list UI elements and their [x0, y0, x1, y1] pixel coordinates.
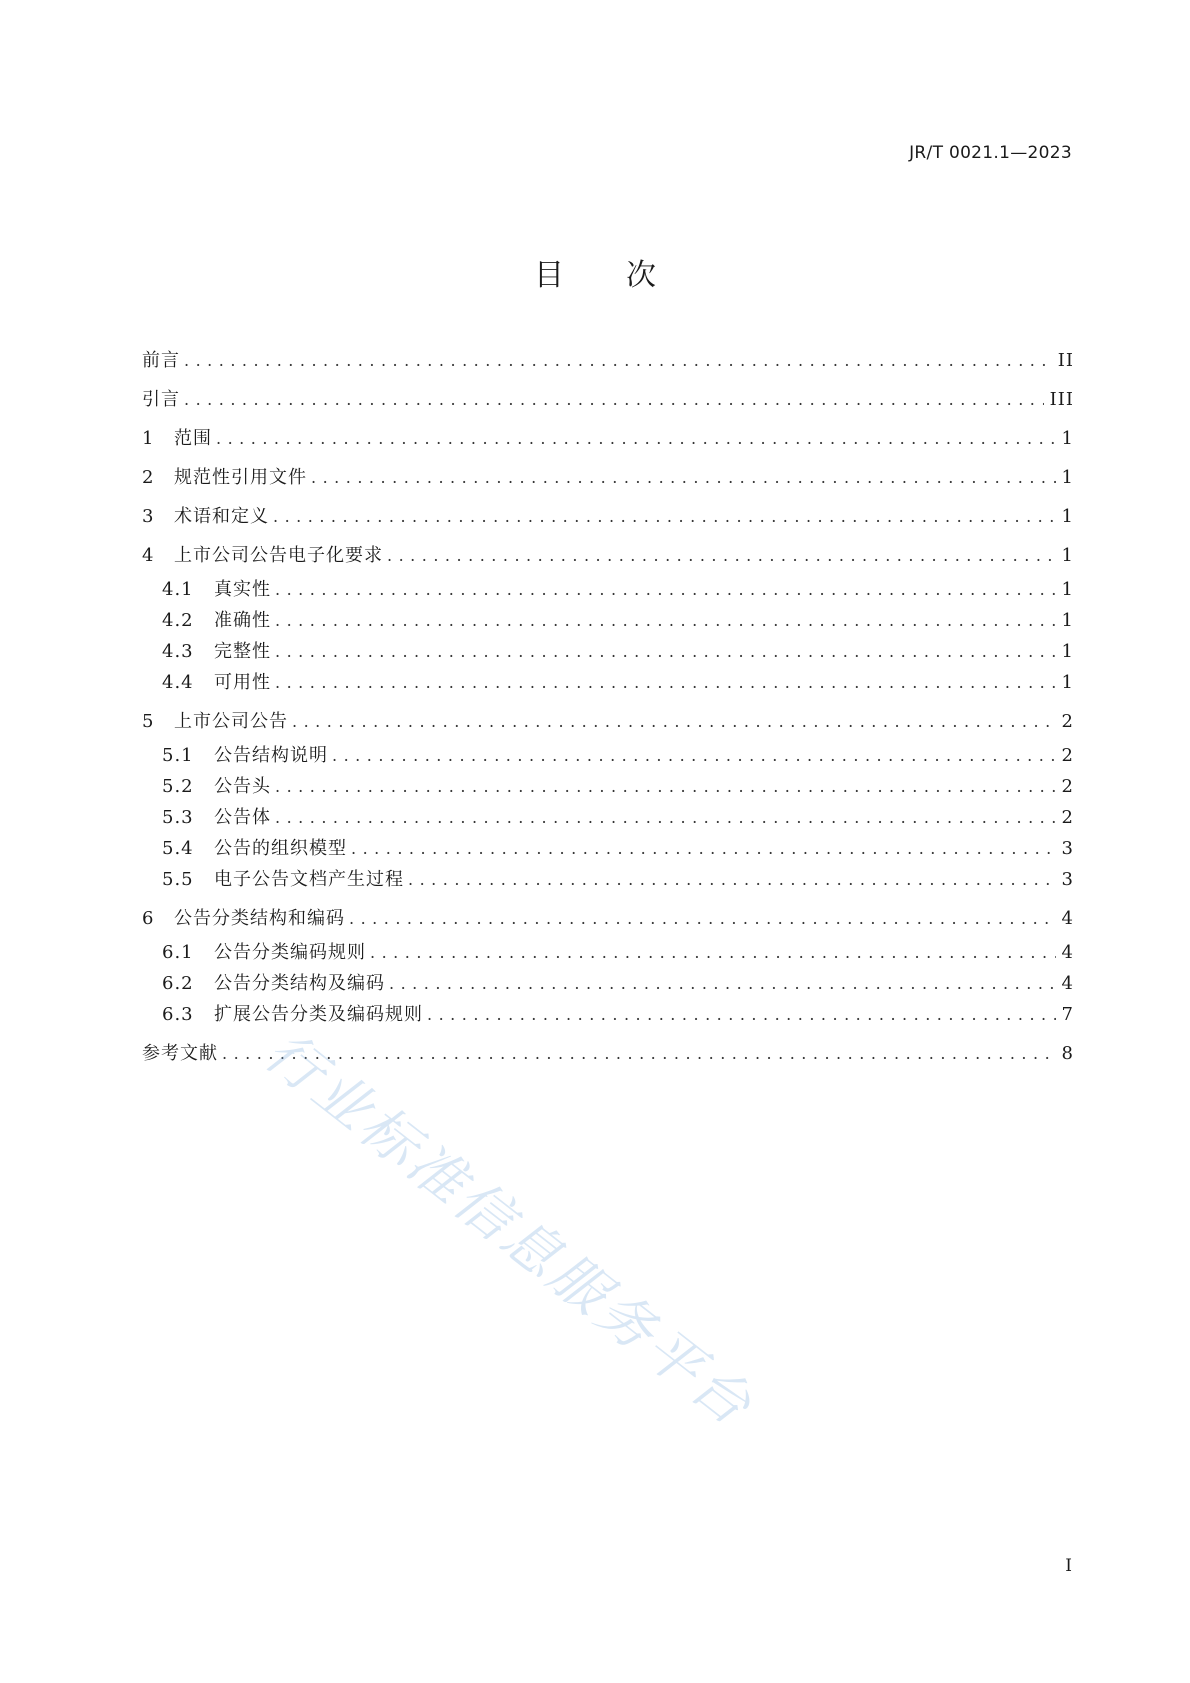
toc-entry-number: 4 [142, 545, 155, 566]
toc-leader-dots [370, 941, 1056, 965]
toc-entry-label: 引言 [142, 389, 180, 410]
toc-entry[interactable] [142, 907, 1074, 931]
toc-entry-number: 1 [142, 428, 155, 449]
toc-leader-dots [275, 640, 1056, 664]
toc-entry-label: 公告头 [214, 776, 271, 797]
toc-entry[interactable] [142, 837, 1074, 861]
toc-entry-number: 5.2 [162, 776, 194, 797]
toc-leader-dots [222, 1042, 1056, 1066]
toc-leader-dots [389, 972, 1056, 996]
toc-entry-label: 完整性 [214, 641, 271, 662]
toc-entry-label: 参考文献 [142, 1043, 218, 1064]
toc-entry[interactable] [142, 505, 1074, 529]
toc-leader-dots [275, 671, 1056, 695]
title-char-1: 目 [534, 258, 564, 293]
toc-entry[interactable] [142, 544, 1074, 568]
toc-entry[interactable] [142, 1003, 1074, 1027]
toc-entry-number: 3 [142, 506, 155, 527]
toc-leader-dots [351, 837, 1056, 861]
toc-entry-label: 上市公司公告 [174, 711, 288, 732]
toc-entry-page: 1 [1061, 467, 1074, 488]
toc-leader-dots [292, 710, 1056, 734]
toc-entry[interactable] [142, 941, 1074, 965]
toc-leader-dots [427, 1003, 1056, 1027]
toc-leader-dots [184, 388, 1044, 412]
toc-entry[interactable] [142, 972, 1074, 996]
toc-entry-number: 4.2 [162, 610, 194, 631]
toc-entry[interactable] [142, 578, 1074, 602]
toc-entry-page: 1 [1061, 579, 1074, 600]
toc-entry-page: 1 [1061, 428, 1074, 449]
toc-entry-number: 4.4 [162, 672, 194, 693]
toc-entry-label: 可用性 [214, 672, 271, 693]
toc-entry-number: 4.1 [162, 579, 194, 600]
toc-entry-page: II [1057, 350, 1074, 371]
table-of-contents [142, 349, 1074, 1066]
toc-leader-dots [332, 744, 1056, 768]
toc-entry-label: 公告分类结构及编码 [214, 973, 385, 994]
toc-entry-label: 真实性 [214, 579, 271, 600]
toc-entry-number: 6.3 [162, 1004, 194, 1025]
toc-entry-page: III [1049, 389, 1074, 410]
toc-entry-page: 1 [1061, 545, 1074, 566]
toc-entry[interactable] [142, 806, 1074, 830]
toc-entry-label: 公告结构说明 [214, 745, 328, 766]
toc-entry-page: 2 [1061, 745, 1074, 766]
toc-leader-dots [216, 427, 1056, 451]
toc-entry-page: 4 [1061, 908, 1074, 929]
toc-leader-dots [273, 505, 1056, 529]
toc-entry-number: 2 [142, 467, 155, 488]
toc-leader-dots [184, 349, 1052, 373]
toc-leader-dots [275, 775, 1056, 799]
toc-entry[interactable] [142, 640, 1074, 664]
toc-entry-page: 4 [1061, 942, 1074, 963]
toc-entry-page: 1 [1061, 641, 1074, 662]
toc-entry[interactable] [142, 744, 1074, 768]
toc-entry-page: 7 [1061, 1004, 1074, 1025]
toc-leader-dots [408, 868, 1056, 892]
toc-entry[interactable] [142, 710, 1074, 734]
toc-entry-label: 规范性引用文件 [174, 467, 307, 488]
toc-entry-number: 4.3 [162, 641, 194, 662]
toc-leader-dots [387, 544, 1056, 568]
toc-entry-label: 公告体 [214, 807, 271, 828]
toc-entry-label: 上市公司公告电子化要求 [174, 545, 383, 566]
toc-entry-number: 5.1 [162, 745, 194, 766]
toc-entry[interactable] [142, 388, 1074, 412]
toc-entry-page: 1 [1061, 672, 1074, 693]
toc-entry-label: 公告分类编码规则 [214, 942, 366, 963]
toc-leader-dots [275, 806, 1056, 830]
toc-entry-label: 扩展公告分类及编码规则 [214, 1004, 423, 1025]
toc-entry-number: 5 [142, 711, 155, 732]
toc-entry[interactable] [142, 868, 1074, 892]
toc-entry-page: 1 [1061, 610, 1074, 631]
toc-entry-page: 8 [1061, 1043, 1074, 1064]
toc-leader-dots [275, 578, 1056, 602]
toc-entry-label: 公告分类结构和编码 [174, 908, 345, 929]
toc-entry-page: 3 [1061, 838, 1074, 859]
toc-leader-dots [349, 907, 1056, 931]
toc-entry[interactable] [142, 671, 1074, 695]
watermark: 行业标准信息服务平台 [252, 1019, 766, 1441]
toc-entry-label: 术语和定义 [174, 506, 269, 527]
toc-entry-number: 5.5 [162, 869, 194, 890]
page-number: I [1065, 1556, 1072, 1576]
toc-entry-number: 5.3 [162, 807, 194, 828]
toc-entry-label: 准确性 [214, 610, 271, 631]
toc-entry-label: 电子公告文档产生过程 [214, 869, 404, 890]
toc-leader-dots [275, 609, 1056, 633]
toc-entry-label: 前言 [142, 350, 180, 371]
toc-entry-number: 6.1 [162, 942, 194, 963]
standard-code: JR/T 0021.1—2023 [909, 143, 1072, 163]
toc-leader-dots [311, 466, 1056, 490]
toc-entry[interactable] [142, 427, 1074, 451]
toc-entry-page: 2 [1061, 711, 1074, 732]
toc-entry-number: 6.2 [162, 973, 194, 994]
toc-entry[interactable] [142, 1042, 1074, 1066]
toc-entry-page: 2 [1061, 807, 1074, 828]
toc-entry[interactable] [142, 466, 1074, 490]
toc-entry-number: 5.4 [162, 838, 194, 859]
toc-entry-label: 公告的组织模型 [214, 838, 347, 859]
toc-entry-page: 4 [1061, 973, 1074, 994]
toc-entry[interactable] [142, 775, 1074, 799]
toc-entry[interactable] [142, 609, 1074, 633]
title-char-2: 次 [626, 258, 656, 293]
toc-entry-page: 2 [1061, 776, 1074, 797]
toc-entry[interactable] [142, 349, 1074, 373]
toc-entry-page: 1 [1061, 506, 1074, 527]
toc-entry-number: 6 [142, 908, 155, 929]
page-title [0, 250, 1190, 294]
toc-entry-page: 3 [1061, 869, 1074, 890]
toc-entry-label: 范围 [174, 428, 212, 449]
